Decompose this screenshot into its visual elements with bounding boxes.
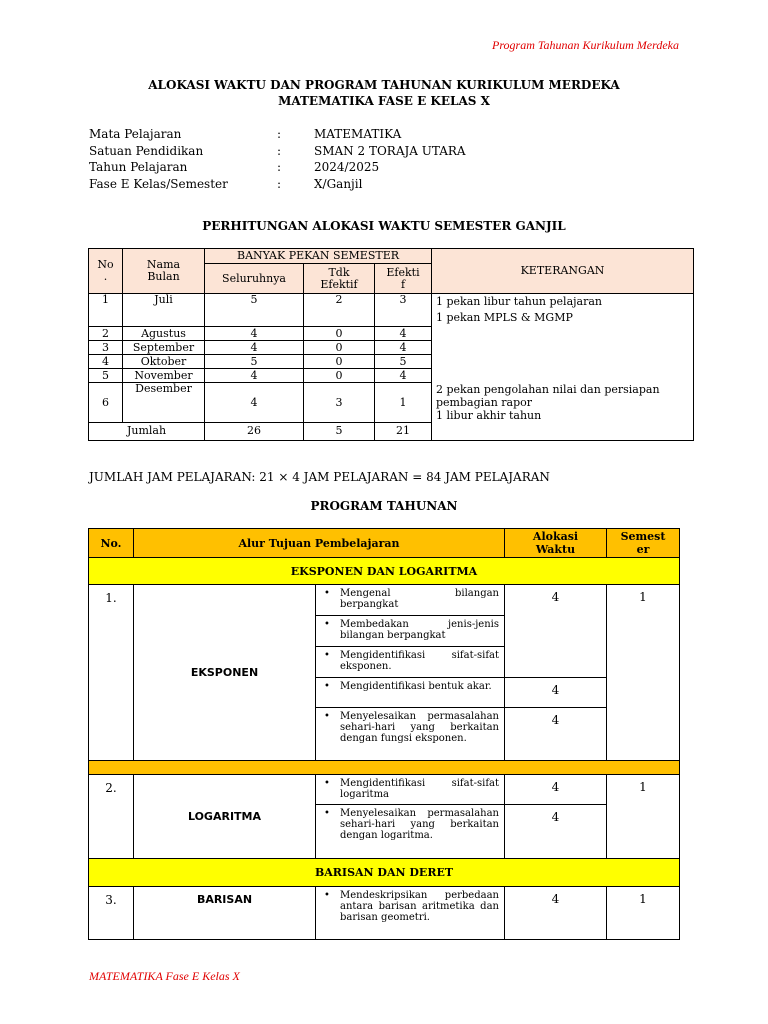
running-footer: MATEMATIKA Fase E Kelas X <box>89 969 240 983</box>
table-row: 1 Juli 5 2 3 1 pekan libur tahun pelajaran 1 pekan MPLS & MGMP <box>89 294 694 327</box>
table-row: 5 November 4 0 4 <box>89 369 694 383</box>
jumlah-jam-pelajaran: JUMLAH JAM PELAJARAN: 21 × 4 JAM PELAJARAN = 84 JAM PELAJARAN <box>89 470 550 484</box>
keterangan-desember: 2 pekan pengolahan nilai dan persiapan pembagian rapor 1 libur akhir tahun <box>432 383 694 441</box>
topic-eksponen: EKSPONEN <box>134 585 316 761</box>
topic-barisan: BARISAN <box>134 887 316 940</box>
info-row: Tahun Pelajaran : 2024/2025 <box>89 160 380 174</box>
table-row: 3 September 4 0 4 <box>89 341 694 355</box>
table-row: • Menyelesaikan permasalahan sehari-hari yang berkaitan dengan fungsi eksponen. 4 <box>89 708 680 761</box>
table-row: 6 Desember 4 3 1 2 pekan pengolahan nilai dan persiapan pembagian rapor 1 libur akhir tahun <box>89 383 694 423</box>
identity-block <box>89 126 466 192</box>
topic-logaritma: LOGARITMA <box>134 775 316 859</box>
th-no: No . <box>89 249 123 294</box>
th-banyak-pekan: BANYAK PEKAN SEMESTER <box>205 249 432 264</box>
table-row: • Mengidentifikasi bentuk akar. 4 <box>89 678 680 708</box>
alokasi-heading: PERHITUNGAN ALOKASI WAKTU SEMESTER GANJIL <box>202 219 566 233</box>
th-seluruhnya: Seluruhnya <box>205 264 304 294</box>
info-row: Mata Pelajaran : MATEMATIKA <box>89 127 402 141</box>
keterangan-juli: 1 pekan libur tahun pelajaran 1 pekan MPLS & MGMP <box>432 294 694 327</box>
alokasi-table <box>88 248 694 441</box>
th-nama-bulan: Nama Bulan <box>123 249 205 294</box>
info-row: Fase E Kelas/Semester : X/Ganjil <box>89 176 363 191</box>
table-row: • Menyelesaikan permasalahan sehari-hari yang berkaitan dengan logaritma. 4 <box>89 805 680 859</box>
prota-heading: PROGRAM TAHUNAN <box>310 499 458 513</box>
th-tdk-efektif: Tdk Efektif <box>304 264 375 294</box>
th-alokasi: Alokasi Waktu <box>505 529 607 558</box>
table-total-row: Jumlah 26 5 21 <box>89 423 694 440</box>
table-row: • Mengidentifikasi sifat-sifat eksponen. <box>89 647 680 678</box>
th-atp: Alur Tujuan Pembelajaran <box>134 529 505 558</box>
running-header: Program Tahunan Kurikulum Merdeka <box>492 38 679 52</box>
spacer-row <box>89 761 680 775</box>
doc-title-line1: ALOKASI WAKTU DAN PROGRAM TAHUNAN KURIKULUM MERDEKA <box>148 78 620 92</box>
th-semester: Semest er <box>607 529 680 558</box>
th-efektif: Efekti f <box>375 264 432 294</box>
table-row: 2 Agustus 4 0 4 <box>89 327 694 341</box>
table-row: 2. LOGARITMA • Mengidentifikasi sifat-sifat logaritma 4 1 <box>89 775 680 805</box>
section-eksponen-logaritma: EKSPONEN DAN LOGARITMA <box>89 558 680 585</box>
table-row: 1. EKSPONEN • Mengenal bilangan berpangkat 4 1 <box>89 585 680 616</box>
doc-title-line2: MATEMATIKA FASE E KELAS X <box>278 94 490 108</box>
table-row: • Membedakan jenis-jenis bilangan berpangkat <box>89 616 680 647</box>
table-row: 4 Oktober 5 0 5 <box>89 355 694 369</box>
th-keterangan: KETERANGAN <box>432 249 694 294</box>
th-no: No. <box>89 529 134 558</box>
program-tahunan-table <box>88 528 680 940</box>
section-barisan-deret: BARISAN DAN DERET <box>89 859 680 887</box>
info-row: Satuan Pendidikan : SMAN 2 TORAJA UTARA <box>89 143 466 158</box>
table-row: 3. BARISAN • Mendeskripsikan perbedaan antara barisan aritmetika dan barisan geometri. 4 1 <box>89 887 680 940</box>
